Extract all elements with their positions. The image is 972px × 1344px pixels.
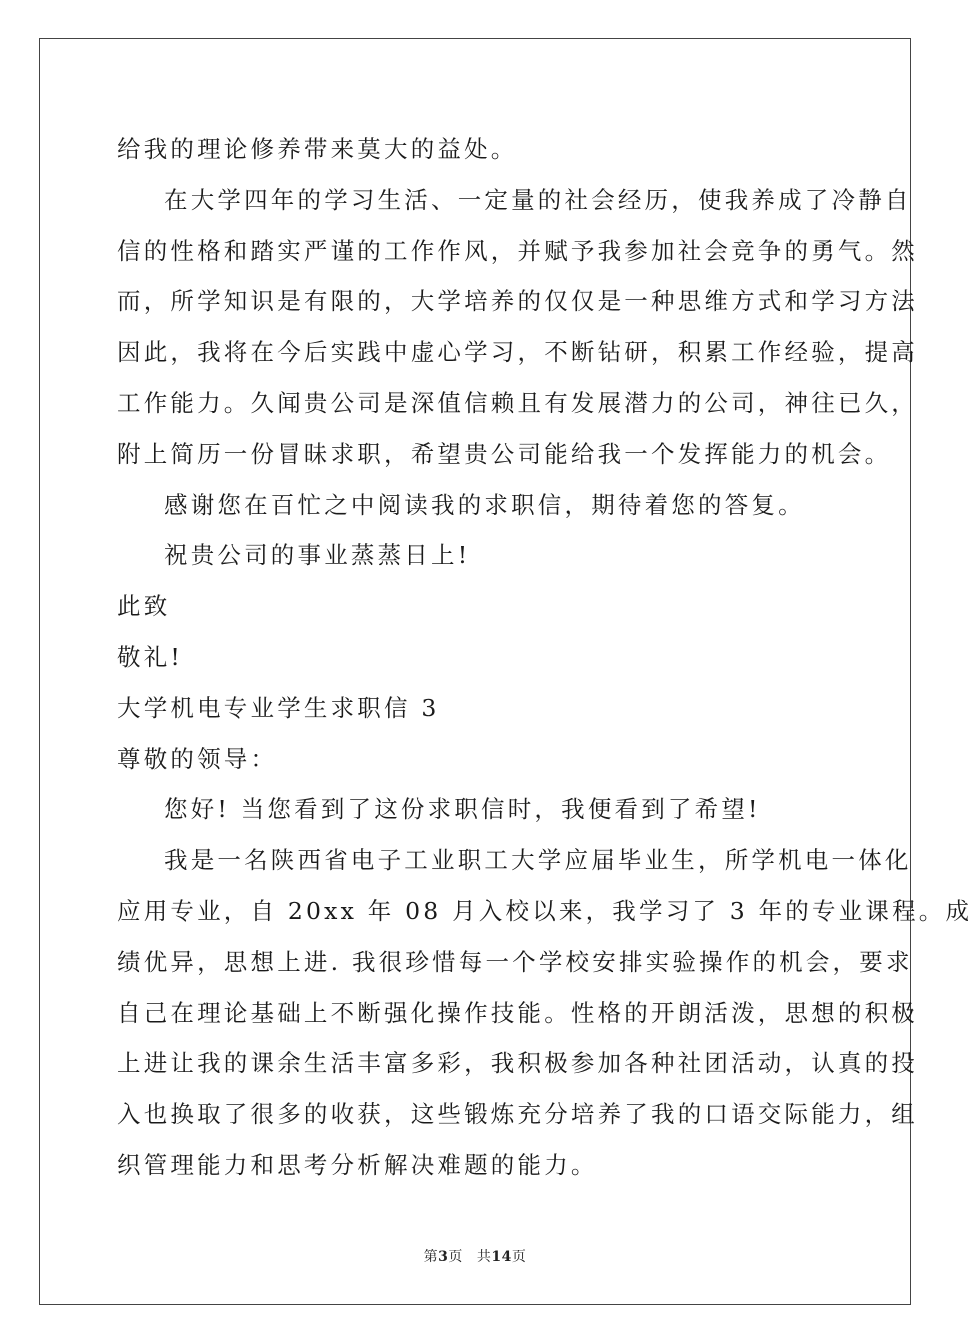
text-line: 我是一名陕西省电子工业职工大学应届毕业生，所学机电一体化 <box>164 846 912 875</box>
text-line: 应用专业，自 20xx 年 08 月入校以来，我学习了 3 年的专业课程。成 <box>117 896 972 925</box>
footer-page-prefix: 第 <box>423 1249 439 1265</box>
text-line: 在大学四年的学习生活、一定量的社会经历，使我养成了冷静自 <box>164 185 912 214</box>
footer-total-pages: 14 <box>491 1249 512 1265</box>
text-line: 您好! 当您看到了这份求职信时，我便看到了希望! <box>164 795 761 824</box>
text-line: 大学机电专业学生求职信 3 <box>117 693 440 722</box>
footer-total-suffix: 页 <box>511 1249 527 1265</box>
text-line: 给我的理论修养带来莫大的益处。 <box>117 135 518 163</box>
footer-page-number: 3 <box>438 1249 449 1265</box>
text-line: 感谢您在百忙之中阅读我的求职信，期待着您的答复。 <box>164 490 805 519</box>
footer-total-prefix: 共 <box>476 1249 492 1265</box>
text-line: 附上简历一份冒昧求职，希望贵公司能给我一个发挥能力的机会。 <box>117 439 892 468</box>
text-line: 绩优异，思想上进. 我很珍惜每一个学校安排实验操作的机会，要求 <box>117 947 913 976</box>
text-line: 织管理能力和思考分析解决难题的能力。 <box>117 1150 598 1179</box>
text-line: 此致 <box>117 592 171 621</box>
text-line: 自己在理论基础上不断强化操作技能。性格的开朗活泼，思想的积极 <box>117 998 918 1027</box>
text-line: 祝贵公司的事业蒸蒸日上! <box>164 541 471 570</box>
page-footer <box>0 1246 950 1266</box>
text-line: 上进让我的课余生活丰富多彩，我积极参加各种社团活动，认真的投 <box>117 1049 918 1078</box>
text-line: 因此，我将在今后实践中虚心学习，不断钻研，积累工作经验，提高 <box>117 338 918 367</box>
document-body <box>117 124 972 1191</box>
text-line: 尊敬的领导： <box>117 744 278 773</box>
footer-page-suffix: 页 <box>448 1249 463 1265</box>
text-line: 敬礼! <box>117 642 184 671</box>
text-line: 信的性格和踏实严谨的工作作风，并赋予我参加社会竞争的勇气。然 <box>117 236 918 265</box>
text-line: 工作能力。久闻贵公司是深值信赖且有发展潜力的公司，神往已久， <box>117 388 918 417</box>
text-line: 而，所学知识是有限的，大学培养的仅仅是一种思维方式和学习方法 <box>117 287 918 316</box>
text-line: 入也换取了很多的收获，这些锻炼充分培养了我的口语交际能力，组 <box>117 1100 918 1129</box>
